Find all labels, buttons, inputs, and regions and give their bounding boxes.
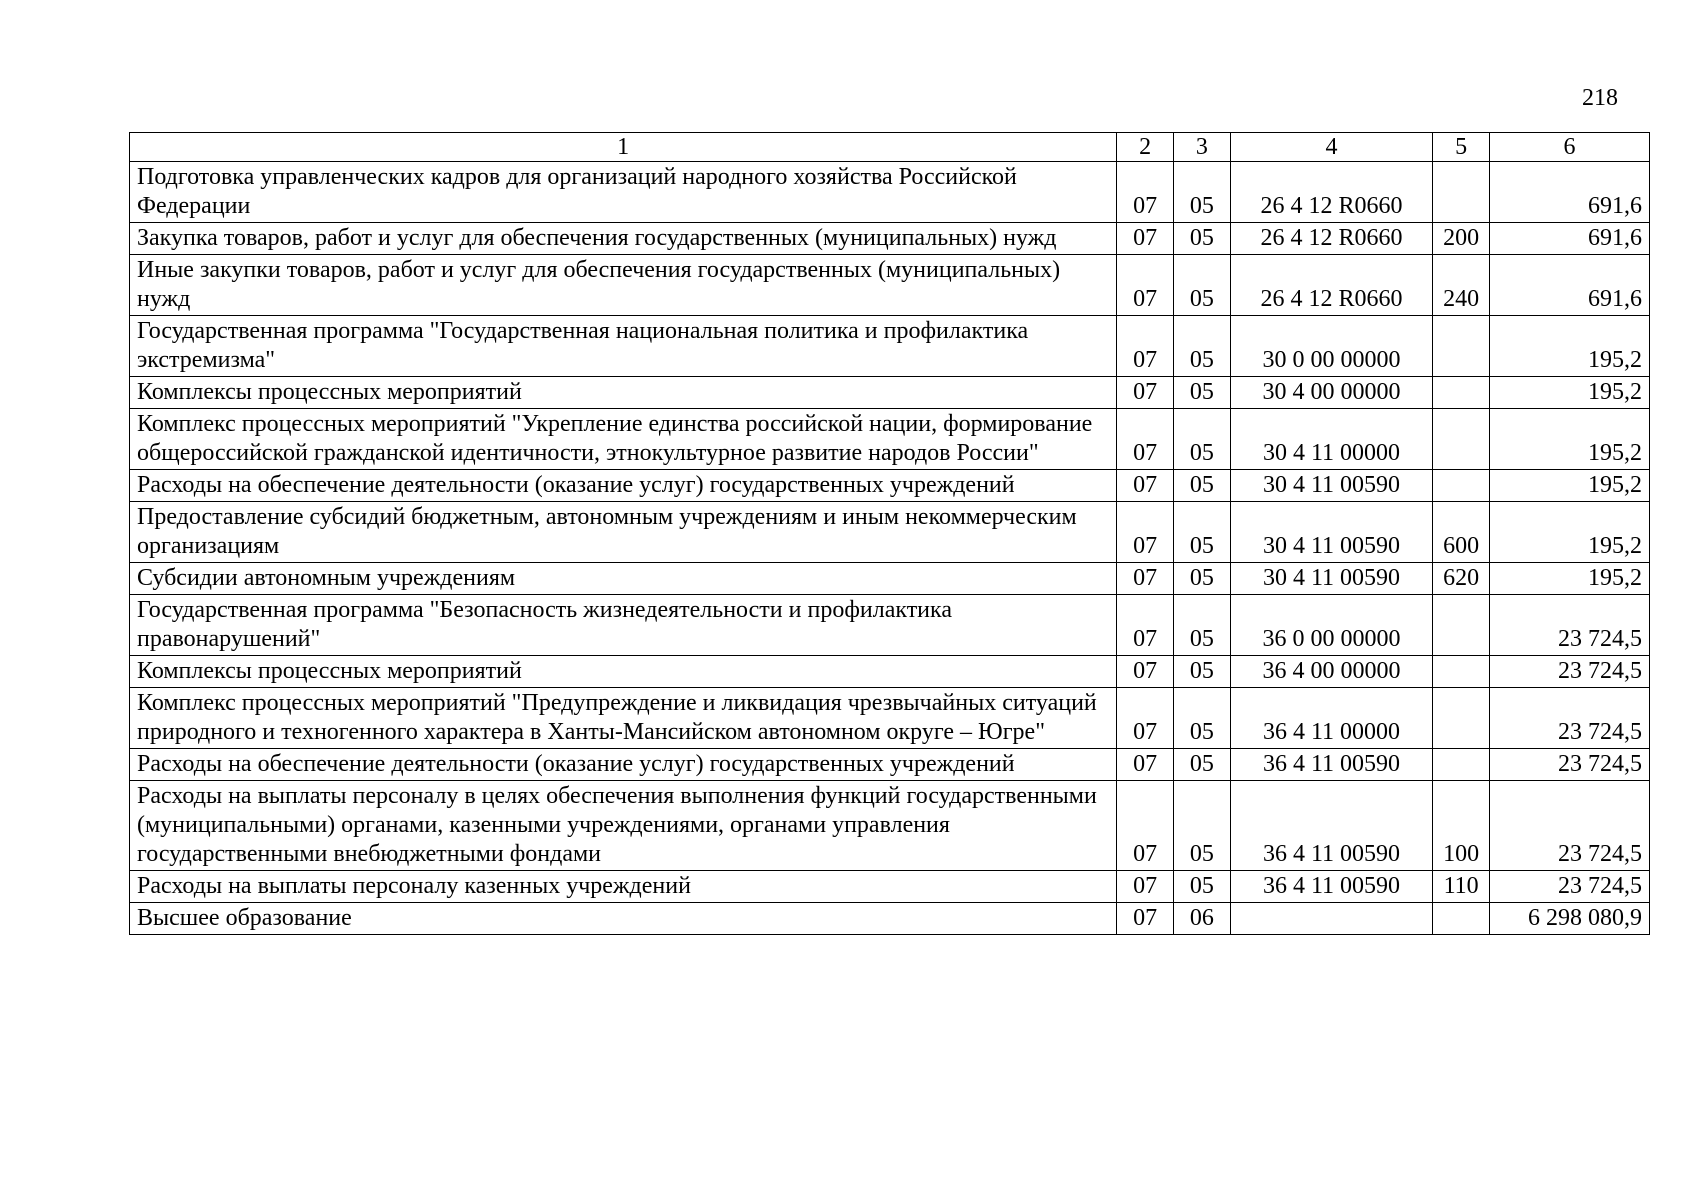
- row-target-cell: 30 0 00 00000: [1230, 316, 1433, 377]
- row-section-cell: 07: [1117, 502, 1174, 563]
- row-target-cell: 36 0 00 00000: [1230, 595, 1433, 656]
- row-target-cell: 30 4 11 00590: [1230, 470, 1433, 502]
- row-section-cell: 07: [1117, 255, 1174, 316]
- row-name-cell: Государственная программа "Государственная национальная политика и профилактика экстремизма": [130, 316, 1117, 377]
- row-section-cell: 07: [1117, 316, 1174, 377]
- row-target-cell: 30 4 11 00590: [1230, 502, 1433, 563]
- row-kind-cell: [1433, 749, 1490, 781]
- row-section-cell: 07: [1117, 563, 1174, 595]
- row-section-cell: 07: [1117, 162, 1174, 223]
- row-sum-cell: 691,6: [1489, 255, 1649, 316]
- row-sum-cell: 23 724,5: [1489, 781, 1649, 871]
- row-section-cell: 07: [1117, 688, 1174, 749]
- row-subsection-cell: 06: [1174, 903, 1231, 935]
- row-section-cell: 07: [1117, 781, 1174, 871]
- row-subsection-cell: 05: [1174, 502, 1231, 563]
- header-cell-sum: 6: [1489, 133, 1649, 162]
- row-name-cell: Расходы на обеспечение деятельности (оказание услуг) государственных учреждений: [130, 470, 1117, 502]
- row-kind-cell: 240: [1433, 255, 1490, 316]
- table-row: [130, 871, 1650, 903]
- table-row: [130, 162, 1650, 223]
- row-kind-cell: [1433, 316, 1490, 377]
- row-kind-cell: 200: [1433, 223, 1490, 255]
- header-cell-name: 1: [130, 133, 1117, 162]
- row-target-cell: 26 4 12 R0660: [1230, 255, 1433, 316]
- row-section-cell: 07: [1117, 871, 1174, 903]
- row-target-cell: 36 4 11 00000: [1230, 688, 1433, 749]
- row-name-cell: Закупка товаров, работ и услуг для обеспечения государственных (муниципальных) нужд: [130, 223, 1117, 255]
- budget-table: [129, 132, 1650, 935]
- header-cell-section: 2: [1117, 133, 1174, 162]
- header-cell-kind: 5: [1433, 133, 1490, 162]
- row-kind-cell: [1433, 377, 1490, 409]
- table-row: [130, 502, 1650, 563]
- row-sum-cell: 691,6: [1489, 162, 1649, 223]
- page-number: 218: [1582, 85, 1618, 111]
- row-kind-cell: 600: [1433, 502, 1490, 563]
- table-row: [130, 470, 1650, 502]
- row-name-cell: Комплекс процессных мероприятий "Укрепление единства российской нации, формирование общероссийской гражданской идентичности, этнокультурное развитие народов России": [130, 409, 1117, 470]
- row-subsection-cell: 05: [1174, 688, 1231, 749]
- row-target-cell: 26 4 12 R0660: [1230, 162, 1433, 223]
- row-section-cell: 07: [1117, 470, 1174, 502]
- row-sum-cell: 23 724,5: [1489, 749, 1649, 781]
- table-row: [130, 255, 1650, 316]
- row-section-cell: 07: [1117, 377, 1174, 409]
- row-kind-cell: [1433, 688, 1490, 749]
- row-sum-cell: 23 724,5: [1489, 656, 1649, 688]
- row-sum-cell: 23 724,5: [1489, 688, 1649, 749]
- row-subsection-cell: 05: [1174, 470, 1231, 502]
- row-subsection-cell: 05: [1174, 223, 1231, 255]
- row-section-cell: 07: [1117, 409, 1174, 470]
- row-subsection-cell: 05: [1174, 377, 1231, 409]
- row-name-cell: Подготовка управленческих кадров для организаций народного хозяйства Российской Федерации: [130, 162, 1117, 223]
- row-target-cell: 26 4 12 R0660: [1230, 223, 1433, 255]
- row-name-cell: Субсидии автономным учреждениям: [130, 563, 1117, 595]
- row-name-cell: Расходы на выплаты персоналу казенных учреждений: [130, 871, 1117, 903]
- row-subsection-cell: 05: [1174, 749, 1231, 781]
- row-target-cell: 36 4 11 00590: [1230, 749, 1433, 781]
- row-target-cell: 30 4 00 00000: [1230, 377, 1433, 409]
- table-row: [130, 688, 1650, 749]
- row-subsection-cell: 05: [1174, 781, 1231, 871]
- table-row: [130, 409, 1650, 470]
- row-kind-cell: [1433, 162, 1490, 223]
- row-sum-cell: 195,2: [1489, 377, 1649, 409]
- table-row: [130, 223, 1650, 255]
- row-name-cell: Комплекс процессных мероприятий "Предупреждение и ликвидация чрезвычайных ситуаций природного и техногенного характера в Ханты-Мансийском автономном округе – Югре": [130, 688, 1117, 749]
- row-kind-cell: [1433, 409, 1490, 470]
- row-section-cell: 07: [1117, 749, 1174, 781]
- row-name-cell: Комплексы процессных мероприятий: [130, 377, 1117, 409]
- row-name-cell: Расходы на выплаты персоналу в целях обеспечения выполнения функций государственными (муниципальными) органами, казенными учреждениями, органами управления государственными внебюджетными фондами: [130, 781, 1117, 871]
- row-subsection-cell: 05: [1174, 595, 1231, 656]
- row-name-cell: Расходы на обеспечение деятельности (оказание услуг) государственных учреждений: [130, 749, 1117, 781]
- row-target-cell: 36 4 11 00590: [1230, 781, 1433, 871]
- header-cell-target: 4: [1230, 133, 1433, 162]
- row-name-cell: Комплексы процессных мероприятий: [130, 656, 1117, 688]
- table-row: [130, 595, 1650, 656]
- row-name-cell: Высшее образование: [130, 903, 1117, 935]
- table-row: [130, 749, 1650, 781]
- row-section-cell: 07: [1117, 223, 1174, 255]
- table-row: [130, 781, 1650, 871]
- row-section-cell: 07: [1117, 595, 1174, 656]
- table-row: [130, 563, 1650, 595]
- row-sum-cell: 195,2: [1489, 470, 1649, 502]
- row-section-cell: 07: [1117, 656, 1174, 688]
- header-cell-subsection: 3: [1174, 133, 1231, 162]
- row-kind-cell: 110: [1433, 871, 1490, 903]
- row-sum-cell: 6 298 080,9: [1489, 903, 1649, 935]
- table-row: [130, 316, 1650, 377]
- row-target-cell: 30 4 11 00590: [1230, 563, 1433, 595]
- row-sum-cell: 23 724,5: [1489, 871, 1649, 903]
- row-kind-cell: 620: [1433, 563, 1490, 595]
- row-kind-cell: 100: [1433, 781, 1490, 871]
- row-kind-cell: [1433, 656, 1490, 688]
- row-target-cell: 30 4 11 00000: [1230, 409, 1433, 470]
- row-section-cell: 07: [1117, 903, 1174, 935]
- row-subsection-cell: 05: [1174, 409, 1231, 470]
- row-subsection-cell: 05: [1174, 563, 1231, 595]
- row-sum-cell: 195,2: [1489, 316, 1649, 377]
- row-subsection-cell: 05: [1174, 255, 1231, 316]
- row-subsection-cell: 05: [1174, 871, 1231, 903]
- row-target-cell: [1230, 903, 1433, 935]
- table-header-row: [130, 133, 1650, 162]
- row-subsection-cell: 05: [1174, 162, 1231, 223]
- row-sum-cell: 23 724,5: [1489, 595, 1649, 656]
- row-subsection-cell: 05: [1174, 316, 1231, 377]
- table-row: [130, 377, 1650, 409]
- row-sum-cell: 195,2: [1489, 409, 1649, 470]
- row-kind-cell: [1433, 903, 1490, 935]
- row-target-cell: 36 4 00 00000: [1230, 656, 1433, 688]
- row-sum-cell: 195,2: [1489, 502, 1649, 563]
- row-subsection-cell: 05: [1174, 656, 1231, 688]
- table-row: [130, 656, 1650, 688]
- row-target-cell: 36 4 11 00590: [1230, 871, 1433, 903]
- row-name-cell: Иные закупки товаров, работ и услуг для обеспечения государственных (муниципальных) нужд: [130, 255, 1117, 316]
- table-row: [130, 903, 1650, 935]
- row-kind-cell: [1433, 470, 1490, 502]
- row-kind-cell: [1433, 595, 1490, 656]
- row-name-cell: Предоставление субсидий бюджетным, автономным учреждениям и иным некоммерческим организациям: [130, 502, 1117, 563]
- row-sum-cell: 195,2: [1489, 563, 1649, 595]
- row-name-cell: Государственная программа "Безопасность жизнедеятельности и профилактика правонарушений": [130, 595, 1117, 656]
- row-sum-cell: 691,6: [1489, 223, 1649, 255]
